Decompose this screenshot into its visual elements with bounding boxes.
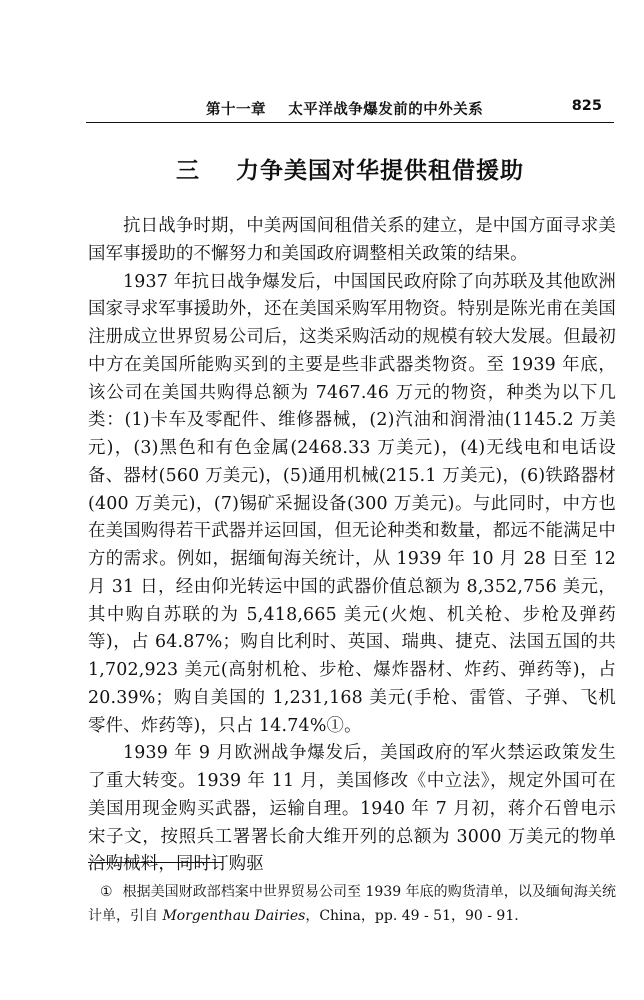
page-number: 825 [571,98,602,114]
footnote [88,880,616,928]
footnote-source-title: Morgenthau Dairies [162,908,306,924]
body-text [88,213,616,879]
header-rule [86,122,614,123]
paragraph: 1937 年抗日战争爆发后，中国国民政府除了向苏联及其他欧洲国家寻求军事援助外，还在美国采购军用物资。特别是陈光甫在美国注册成立世界贸易公司后，这类采购活动的规模有较大发展。但最初中方在美国所能购买到的主要是些非武器类物资。至 1939 年底，该公司在美国共购得总额为 7467.46 万元的物资，种类为以下几类：(1)卡车及零配件、维修器械，(2)汽油和润滑油(1145.2 万美元)，(3)黑色和有色金属(2468.33 万美元)，(4)无线电和电话设备、器材(560 万美元)，(5)通用机械(215.1 万美元)，(6)铁路器材(400 万美元)，(7)锡矿采掘设备(300 万美元)。与此同时，中方也在美国购得若干武器并运回国，但无论种类和数量，都远不能满足中方的需求。例如，据缅甸海关统计，从 1939 年 10 月 28 日至 12 月 31 日，经由仰光转运中国的武器价值总额为 8,352,756 美元，其中购自苏联的为 5,418,665 美元(火炮、机关枪、步枪及弹药等)，占 64.87%；购自比利时、英国、瑞典、捷克、法国五国的共 1,702,923 美元(高射机枪、步枪、爆炸器材、炸药、弹药等)，占 20.39%；购自美国的 1,231,168 美元(手枪、雷管、子弹、飞机零件、炸药等)，只占 14.74%①。 [88,271,616,736]
chapter-title: 第十一章 太平洋战争爆发前的中外关系 [206,102,484,118]
running-header [86,98,614,124]
section-title: 三 力争美国对华提供租借援助 [175,158,525,184]
footnote-citation: ，China，pp. 49 - 51，90 - 91. [305,908,519,924]
paragraph: 抗日战争时期，中美两国间租借关系的建立，是中国方面寻求美国军事援助的不懈努力和美国政府调整相关政策的结果。 [88,216,616,264]
paragraph: 1939 年 9 月欧洲战争爆发后，美国政府的军火禁运政策发生了重大转变。1939 年 11 月，美国修改《中立法》，规定外国可在美国用现金购买武器，运输自理。1940 年 7 月初，蒋介石曾电示宋子文，按照兵工署署长俞大维开列的总额为 3000 万美元的物单洽购械料，同时订购驱 [88,743,616,875]
footnote-rule [88,862,223,863]
footnote-marker: ① [100,884,113,900]
footnote-text: 根据美国财政部档案中世界贸易公司至 1939 年底的购货清单，以及缅甸海关统计单，引自 [88,884,616,924]
